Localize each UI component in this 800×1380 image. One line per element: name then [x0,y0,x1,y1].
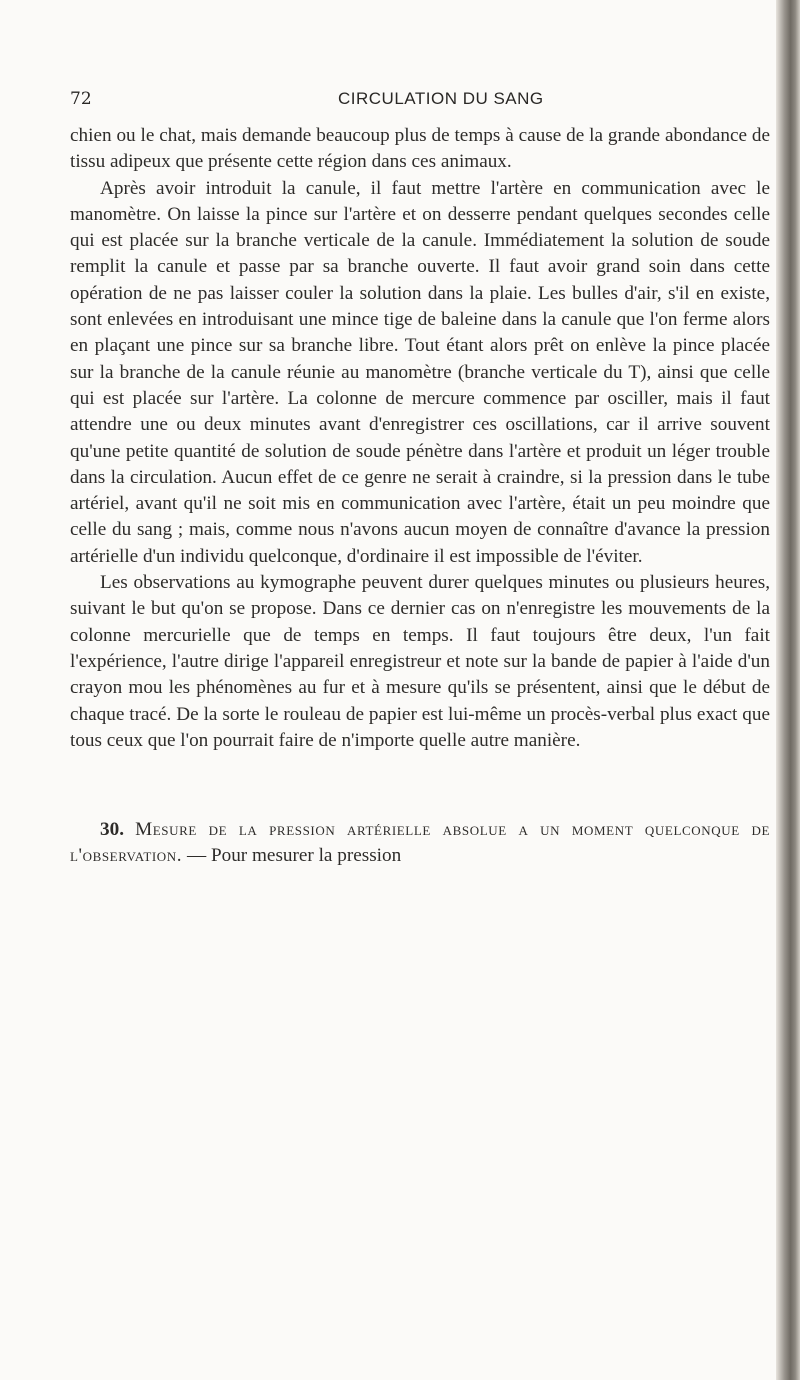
section-text: Pour mesurer la pression [210,845,402,867]
running-header [70,89,770,117]
paragraph-continuation: chien ou le chat, mais demande beaucoup plus de temps à cause de la grande abondance de tissu adipeux que présente cette région dans ces animaux. [70,125,770,173]
section-30 [70,817,770,870]
body-text [70,123,770,754]
section-heading: Mesure de la pression artérielle absolue a un moment quelconque de l'observation. [70,819,770,867]
section-number: 30. [100,819,124,840]
scan-page-edge-shadow [776,0,800,1380]
running-title: CIRCULATION DU SANG [338,89,544,108]
paragraph-canule-manometre: Après avoir introduit la canule, il faut mettre l'artère en communication avec le manomètre. On laisse la pince sur l'artère et on desserre pendant quelques secondes celle qui est placée sur la branche verticale de la canule. Immédiatement la solution de soude remplit la canule et passe par sa branche ouverte. Il faut avoir grand soin dans cette opération de ne pas laisser couler la solution dans la plaie. Les bulles d'air, s'il en existe, sont enlevées en introduisant une mince tige de baleine dans la canule que l'on ferme alors en plaçant une pince sur sa branche libre. Tout étant alors prêt on enlève la pince placée sur la branche de la canule réunie au manomètre (branche verticale du T), ainsi que celle qui est placée sur l'artère. La colonne de mercure commence par osciller, mais il faut attendre une ou deux minutes avant d'enregistrer ces oscillations, car il arrive souvent qu'une petite quantité de solution de soude pénètre dans l'artère et produit un léger trouble dans la circulation. Aucun effet de ce genre ne serait à craindre, si la pression dans le tube artériel, avant qu'il ne soit mis en communication avec l'artère, était un peu moindre que celle du sang ; mais, comme nous n'avons aucun moyen de connaître d'avance la pression artérielle d'un individu quelconque, d'ordinaire il est impossible de l'éviter. [70,177,770,567]
section-dash: — [186,845,207,867]
page-number: 72 [70,89,92,109]
paragraph-kymographe: Les observations au kymographe peuvent durer quelques minutes ou plusieurs heures, suivant le but qu'on se propose. Dans ce dernier cas on n'enregistre les mouvements de la colonne mercurielle que de temps en temps. Il faut toujours être deux, l'un fait l'expérience, l'autre dirige l'appareil enregistreur et note sur la bande de papier à l'aide d'un crayon mou les phénomènes au fur et à mesure qu'ils se présentent, ainsi que le début de chaque tracé. De la sorte le rouleau de papier est lui-même un procès-verbal plus exact que tous ceux que l'on pourrait faire de n'importe quelle autre manière. [70,572,770,751]
